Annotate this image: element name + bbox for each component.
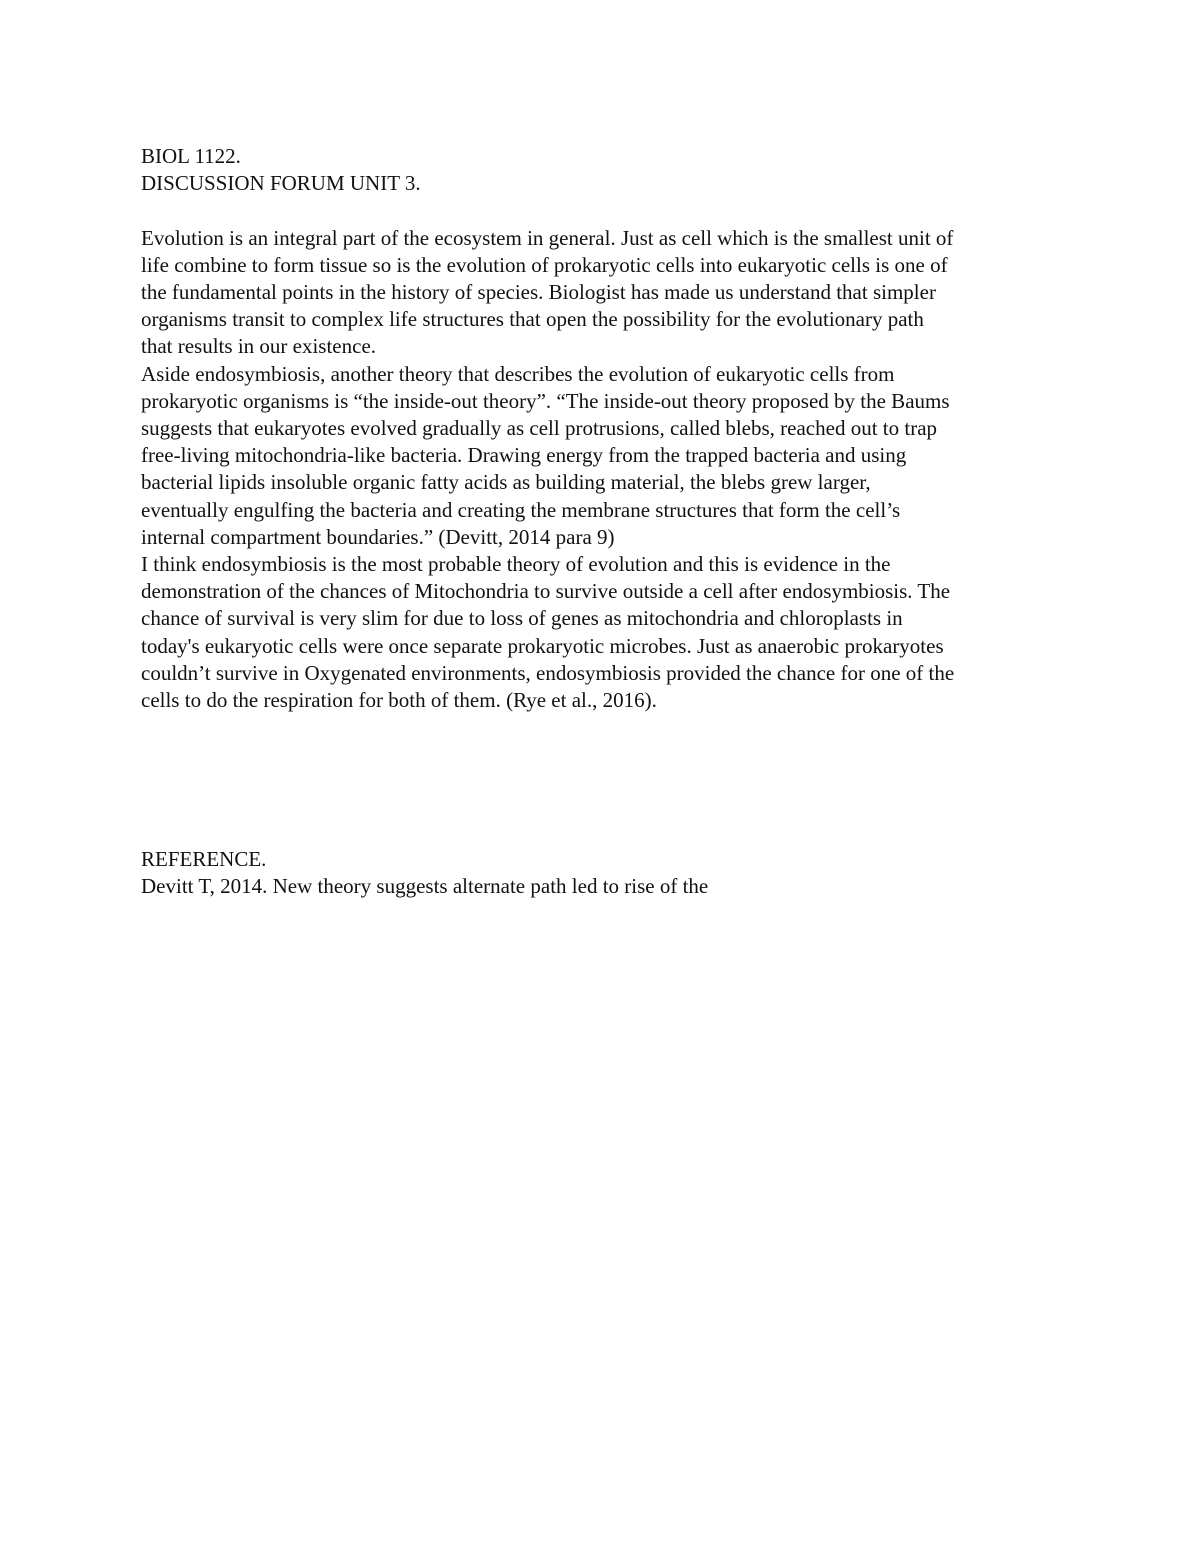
text-line: Aside endosymbiosis, another theory that describes the evolution of eukaryotic cells from [141, 361, 895, 386]
text-line: today's eukaryotic cells were once separate prokaryotic microbes. Just as anaerobic prokaryotes [141, 633, 944, 658]
text-line: chance of survival is very slim for due to loss of genes as mitochondria and chloroplasts in [141, 606, 903, 631]
text-line: I think endosymbiosis is the most probable theory of evolution and this is evidence in the [141, 552, 891, 577]
paragraph-inside-out-theory [141, 361, 1061, 551]
paragraph-endosymbiosis-opinion [141, 551, 1061, 714]
reference-entry: Devitt T, 2014. New theory suggests alternate path led to rise of the [141, 874, 709, 899]
reference-section [141, 846, 1061, 900]
text-line: eventually engulfing the bacteria and creating the membrane structures that form the cell’s [141, 497, 901, 522]
course-code: BIOL 1122. [141, 144, 241, 168]
text-line: couldn’t survive in Oxygenated environments, endosymbiosis provided the chance for one of the [141, 660, 955, 685]
text-line: prokaryotic organisms is “the inside-out theory”. “The inside-out theory proposed by the Baums [141, 388, 950, 413]
text-line: demonstration of the chances of Mitochondria to survive outside a cell after endosymbiosis. The [141, 579, 951, 604]
text-line: internal compartment boundaries.” (Devitt, 2014 para 9) [141, 524, 615, 549]
text-line: life combine to form tissue so is the evolution of prokaryotic cells into eukaryotic cells is one of [141, 252, 948, 277]
forum-title: DISCUSSION FORUM UNIT 3. [141, 171, 421, 196]
text-line: Evolution is an integral part of the ecosystem in general. Just as cell which is the smallest unit of [141, 225, 954, 250]
blank-line [141, 197, 1061, 224]
text-line: suggests that eukaryotes evolved gradually as cell protrusions, called blebs, reached out to trap [141, 416, 938, 441]
text-line: the fundamental points in the history of species. Biologist has made us understand that simpler [141, 280, 936, 304]
text-line: organisms transit to complex life structures that open the possibility for the evolutionary path [141, 307, 924, 332]
document-body [141, 143, 1061, 714]
text-line: bacterial lipids insoluble organic fatty acids as building material, the blebs grew larger, [141, 470, 871, 495]
paragraph-introduction [141, 225, 1061, 361]
text-line: cells to do the respiration for both of them. (Rye et al., 2016). [141, 688, 657, 713]
text-line: that results in our existence. [141, 334, 377, 359]
reference-heading: REFERENCE. [141, 847, 267, 871]
text-line: free-living mitochondria-like bacteria. Drawing energy from the trapped bacteria and using [141, 443, 907, 468]
